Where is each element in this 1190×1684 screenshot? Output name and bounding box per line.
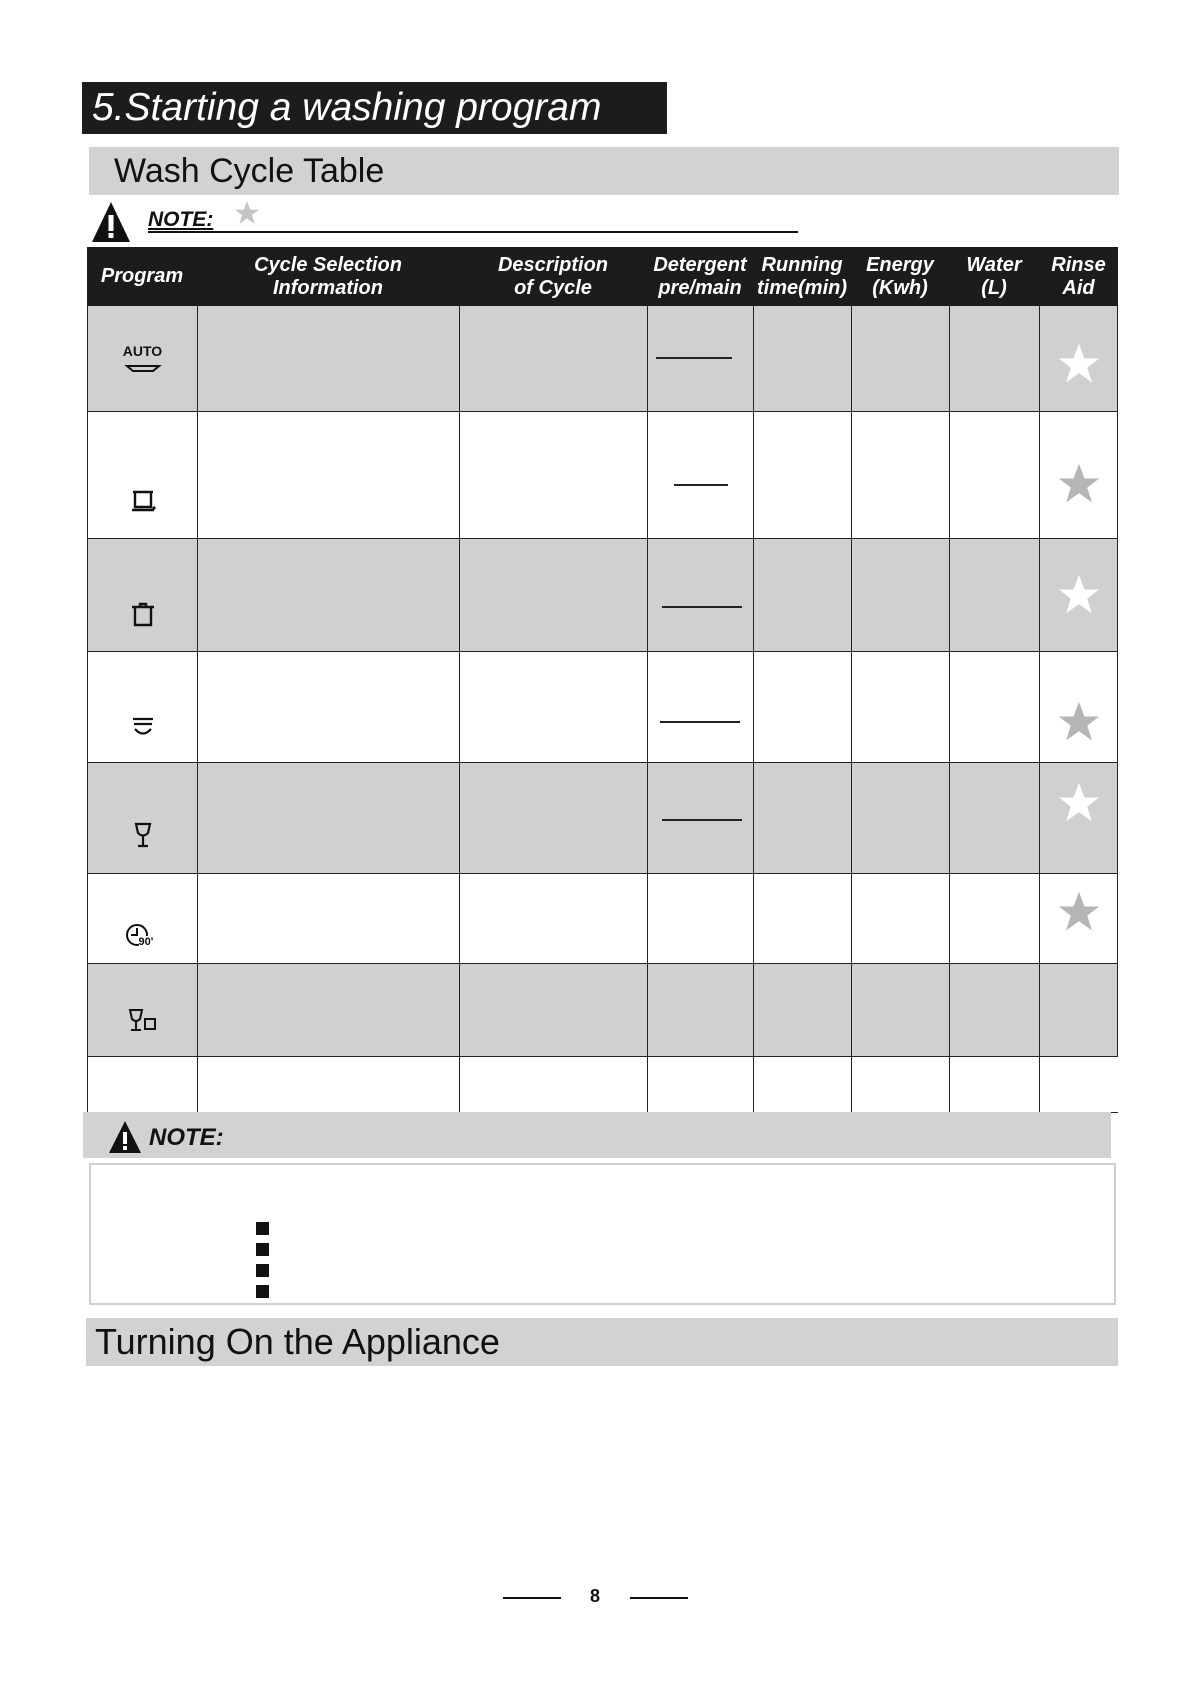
rinse-aid-cell: [1039, 539, 1118, 651]
detergent-cell: [647, 306, 753, 411]
detergent-cell: [647, 763, 753, 873]
description-cell: [459, 763, 647, 873]
running-time-cell: [753, 1057, 851, 1112]
water-cell: [949, 652, 1039, 762]
rinse-aid-cell: [1039, 1057, 1118, 1112]
energy-cell: [851, 306, 949, 411]
quick-90-icon: 90': [125, 922, 161, 950]
energy-cell: [851, 412, 949, 538]
cycle-info-cell: [197, 539, 459, 651]
energy-cell: [851, 763, 949, 873]
rinse-aid-cell: [1039, 652, 1118, 762]
bullet: [256, 1222, 269, 1235]
water-cell: [949, 964, 1039, 1056]
table-row: [87, 964, 1118, 1057]
energy-cell: [851, 652, 949, 762]
header-rinse-aid: Rinse Aid: [1051, 253, 1106, 299]
detergent-cell: [647, 652, 753, 762]
table-row: [87, 306, 1118, 412]
rinse-aid-cell: [1039, 874, 1118, 963]
star-icon: [1057, 462, 1101, 506]
star-icon: [1057, 781, 1101, 825]
energy-cell: [851, 539, 949, 651]
water-cell: [949, 539, 1039, 651]
star-icon: [1057, 700, 1101, 744]
description-cell: [459, 652, 647, 762]
cycle-info-cell: [197, 306, 459, 411]
auto-program-icon: AUTO: [121, 343, 165, 377]
page-number-line: [630, 1597, 688, 1599]
detergent-cell: [647, 539, 753, 651]
energy-cell: [851, 964, 949, 1056]
warning-icon: [90, 200, 132, 244]
note-box: [89, 1163, 1116, 1305]
table-row: [87, 1057, 1118, 1113]
water-cell: [949, 763, 1039, 873]
program-cell: [87, 1057, 197, 1112]
program-cell: [87, 763, 197, 873]
table-row: [87, 652, 1118, 763]
running-time-cell: [753, 763, 851, 873]
detergent-dash: [662, 606, 742, 608]
normal-plates-icon: [130, 716, 156, 738]
header-cycle-selection: Cycle Selection Information: [254, 253, 402, 299]
header-detergent: Detergent pre/main: [653, 253, 747, 299]
program-cell: [87, 874, 197, 963]
note-label: NOTE:: [149, 1124, 224, 1151]
turning-on-heading: Turning On the Appliance: [86, 1318, 1118, 1366]
running-time-cell: [753, 964, 851, 1056]
eco-pot-icon: [129, 601, 157, 629]
wash-table-heading: Wash Cycle Table: [89, 147, 1119, 195]
rinse-aid-cell: [1039, 306, 1118, 411]
table-row: [87, 874, 1118, 964]
water-cell: [949, 306, 1039, 411]
cycle-info-cell: [197, 874, 459, 963]
header-running-time: Running time(min): [757, 253, 847, 299]
water-cell: [949, 412, 1039, 538]
table-row: [87, 763, 1118, 874]
star-icon: [1057, 890, 1101, 934]
water-cell: [949, 1057, 1039, 1112]
rinse-aid-cell: [1039, 964, 1118, 1056]
description-cell: [459, 539, 647, 651]
cycle-info-cell: [197, 964, 459, 1056]
star-icon: [234, 200, 260, 226]
note-underline: [148, 231, 798, 233]
star-icon: [1057, 342, 1101, 386]
bullet: [256, 1243, 269, 1256]
star-icon: [1057, 573, 1101, 617]
detergent-cell: [647, 874, 753, 963]
wash-cycle-table: [87, 247, 1118, 1113]
header-energy: Energy (Kwh): [866, 253, 934, 299]
program-cell: [87, 964, 197, 1056]
detergent-cell: [647, 412, 753, 538]
table-row: [87, 539, 1118, 652]
running-time-cell: [753, 539, 851, 651]
detergent-dash: [662, 819, 742, 821]
running-time-cell: [753, 412, 851, 538]
description-cell: [459, 874, 647, 963]
bullet: [256, 1285, 269, 1298]
header-water: Water (L): [966, 253, 1022, 299]
description-cell: [459, 964, 647, 1056]
page-number: 8: [589, 1586, 600, 1606]
detergent-cell: [647, 1057, 753, 1112]
section-title: 5.Starting a washing program: [82, 82, 667, 134]
program-cell: [87, 412, 197, 538]
water-cell: [949, 874, 1039, 963]
running-time-cell: [753, 652, 851, 762]
program-cell: [87, 652, 197, 762]
description-cell: [459, 306, 647, 411]
running-time-cell: [753, 306, 851, 411]
detergent-dash: [674, 484, 728, 486]
detergent-dash: [660, 721, 740, 723]
energy-cell: [851, 1057, 949, 1112]
note-band: [83, 1112, 1111, 1158]
cycle-info-cell: [197, 1057, 459, 1112]
detergent-cell: [647, 964, 753, 1056]
detergent-dash: [656, 357, 732, 359]
program-cell: [87, 306, 197, 411]
header-program: Program: [100, 265, 184, 287]
rinse-aid-cell: [1039, 412, 1118, 538]
note-label: NOTE:: [148, 208, 214, 231]
intensive-pot-icon: [128, 488, 158, 514]
cycle-info-cell: [197, 763, 459, 873]
table-row: [87, 412, 1118, 539]
cycle-info-cell: [197, 412, 459, 538]
description-cell: [459, 1057, 647, 1112]
bullet: [256, 1264, 269, 1277]
glass-icon: [132, 821, 154, 849]
energy-cell: [851, 874, 949, 963]
cycle-info-cell: [197, 652, 459, 762]
program-cell: [87, 539, 197, 651]
table-header: [87, 247, 1118, 306]
running-time-cell: [753, 874, 851, 963]
description-cell: [459, 412, 647, 538]
warning-icon: [108, 1120, 142, 1154]
rinse-aid-cell: [1039, 763, 1118, 873]
glass-and-cup-icon: [127, 1007, 159, 1033]
header-description: Description of Cycle: [497, 253, 609, 299]
page-number-line: [503, 1597, 561, 1599]
